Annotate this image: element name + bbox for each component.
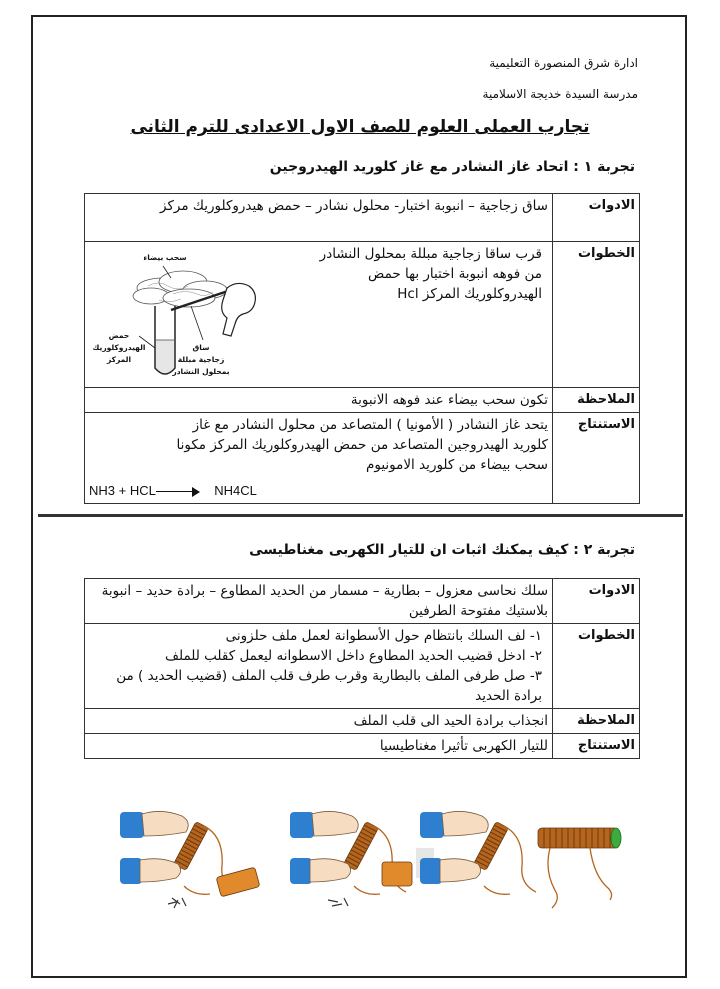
- conclusion-line: كلوريد الهيدروجين المتصاعد من حمض الهيدروكلوريك المركز مكونا: [176, 437, 548, 453]
- rod-label-2: زجاجية مبللة: [177, 355, 225, 364]
- step-line: ١- لف السلك بانتظام حول الأسطوانة لعمل ملف حلزونى: [225, 628, 542, 644]
- equation-reactants: NH3 + HCL: [89, 483, 156, 498]
- conclusion-label: الاستنتاج: [553, 734, 640, 759]
- steps-label: الخطوات: [553, 624, 640, 709]
- tools-row: [85, 194, 640, 242]
- rod-label-1: ساق: [192, 343, 210, 352]
- experiment2-title: تجربة ٢ : كيف يمكنك اثبات ان للتيار الكهربى مغناطيسى: [249, 542, 635, 558]
- acid-label-2: الهيدروكلوريك: [93, 343, 146, 352]
- conclusion-line: سحب بيضاء من كلوريد الامونيوم: [365, 457, 548, 473]
- school-header: مدرسة السيدة خديجة الاسلامية: [482, 87, 638, 101]
- electromagnet-setup-3: [416, 811, 536, 894]
- observation-row: [85, 709, 640, 734]
- battery-icon: [216, 867, 260, 897]
- acid-label-3: المركز: [106, 355, 132, 364]
- tools-text: ساق زجاجية – انبوبة اختبار- محلول نشادر – حمض هيدروكلوريك مركز: [85, 194, 553, 242]
- smoke-label: سحب بيضاء: [143, 253, 187, 262]
- conclusion-row: [85, 413, 640, 504]
- electromagnet-illustration: [120, 800, 630, 925]
- step-line: الهيدروكلوريك المركز Hcl: [397, 286, 542, 302]
- tools-text: سلك نحاسى معزول – بطارية – مسمار من الحديد المطاوع – برادة حديد – انبوبة بلاستيك مفتوحة الطرفين: [85, 579, 553, 624]
- reaction-arrow-icon: [156, 487, 200, 497]
- rod-label-3: بمحلول النشادر: [172, 367, 230, 376]
- tools-label: الادوات: [553, 579, 640, 624]
- steps-cell: [85, 624, 553, 709]
- steps-label: الخطوات: [553, 242, 640, 388]
- observation-text: تكون سحب بيضاء عند فوهه الانبوبة: [85, 388, 553, 413]
- coil-with-core: [538, 828, 621, 908]
- battery-icon: [382, 862, 412, 886]
- step-line: ٢- ادخل قضيب الحديد المطاوع داخل الاسطوانه ليعمل كقلب للملف: [165, 648, 542, 664]
- conclusion-cell: [85, 413, 553, 504]
- experiment2-table: [84, 578, 640, 759]
- steps-row: [85, 624, 640, 709]
- tools-label: الادوات: [553, 194, 640, 242]
- step-line: ٣- صل طرفى الملف بالبطارية وقرب طرف قلب الملف (قضيب الحديد ) من برادة الحديد: [116, 668, 542, 704]
- iron-filings-icon: [168, 898, 186, 908]
- step-line: من فوهه انبوبة اختبار بها حمض: [368, 266, 542, 282]
- electromagnet-setup-1: [120, 811, 260, 908]
- conclusion-label: الاستنتاج: [553, 413, 640, 504]
- tools-row: [85, 579, 640, 624]
- ammonia-experiment-figure: [93, 248, 273, 384]
- observation-label: الملاحظة: [553, 709, 640, 734]
- hand-drawing: [222, 283, 256, 336]
- iron-nails-icon: [328, 898, 348, 906]
- experiment1-table: [84, 193, 640, 504]
- acid-label-1: حمض: [108, 331, 130, 340]
- step-line: قرب ساقا زجاجية مبللة بمحلول النشادر: [319, 246, 542, 262]
- section-divider: [38, 514, 683, 517]
- equation-product: NH4CL: [214, 483, 257, 498]
- test-tube: [155, 306, 175, 374]
- chemical-equation: [89, 481, 548, 501]
- conclusion-row: [85, 734, 640, 759]
- electromagnet-setup-2: [290, 811, 412, 906]
- admin-header: ادارة شرق المنصورة التعليمية: [489, 56, 638, 70]
- steps-row: [85, 242, 640, 388]
- experiment1-title: تجربة ١ : اتحاد غاز النشادر مع غاز كلوريد الهيدروجين: [269, 159, 635, 175]
- observation-text: انجذاب برادة الحيد الى قلب الملف: [85, 709, 553, 734]
- page-title: تجارب العملى العلوم للصف الاول الاعدادى للترم الثانى: [130, 117, 590, 137]
- conclusion-text: للتيار الكهربى تأثيرا مغناطيسيا: [85, 734, 553, 759]
- observation-label: الملاحظة: [553, 388, 640, 413]
- steps-cell: [85, 242, 553, 388]
- conclusion-line: يتحد غاز النشادر ( الأمونيا ) المتصاعد من محلول النشادر مع غاز: [192, 417, 548, 433]
- observation-row: [85, 388, 640, 413]
